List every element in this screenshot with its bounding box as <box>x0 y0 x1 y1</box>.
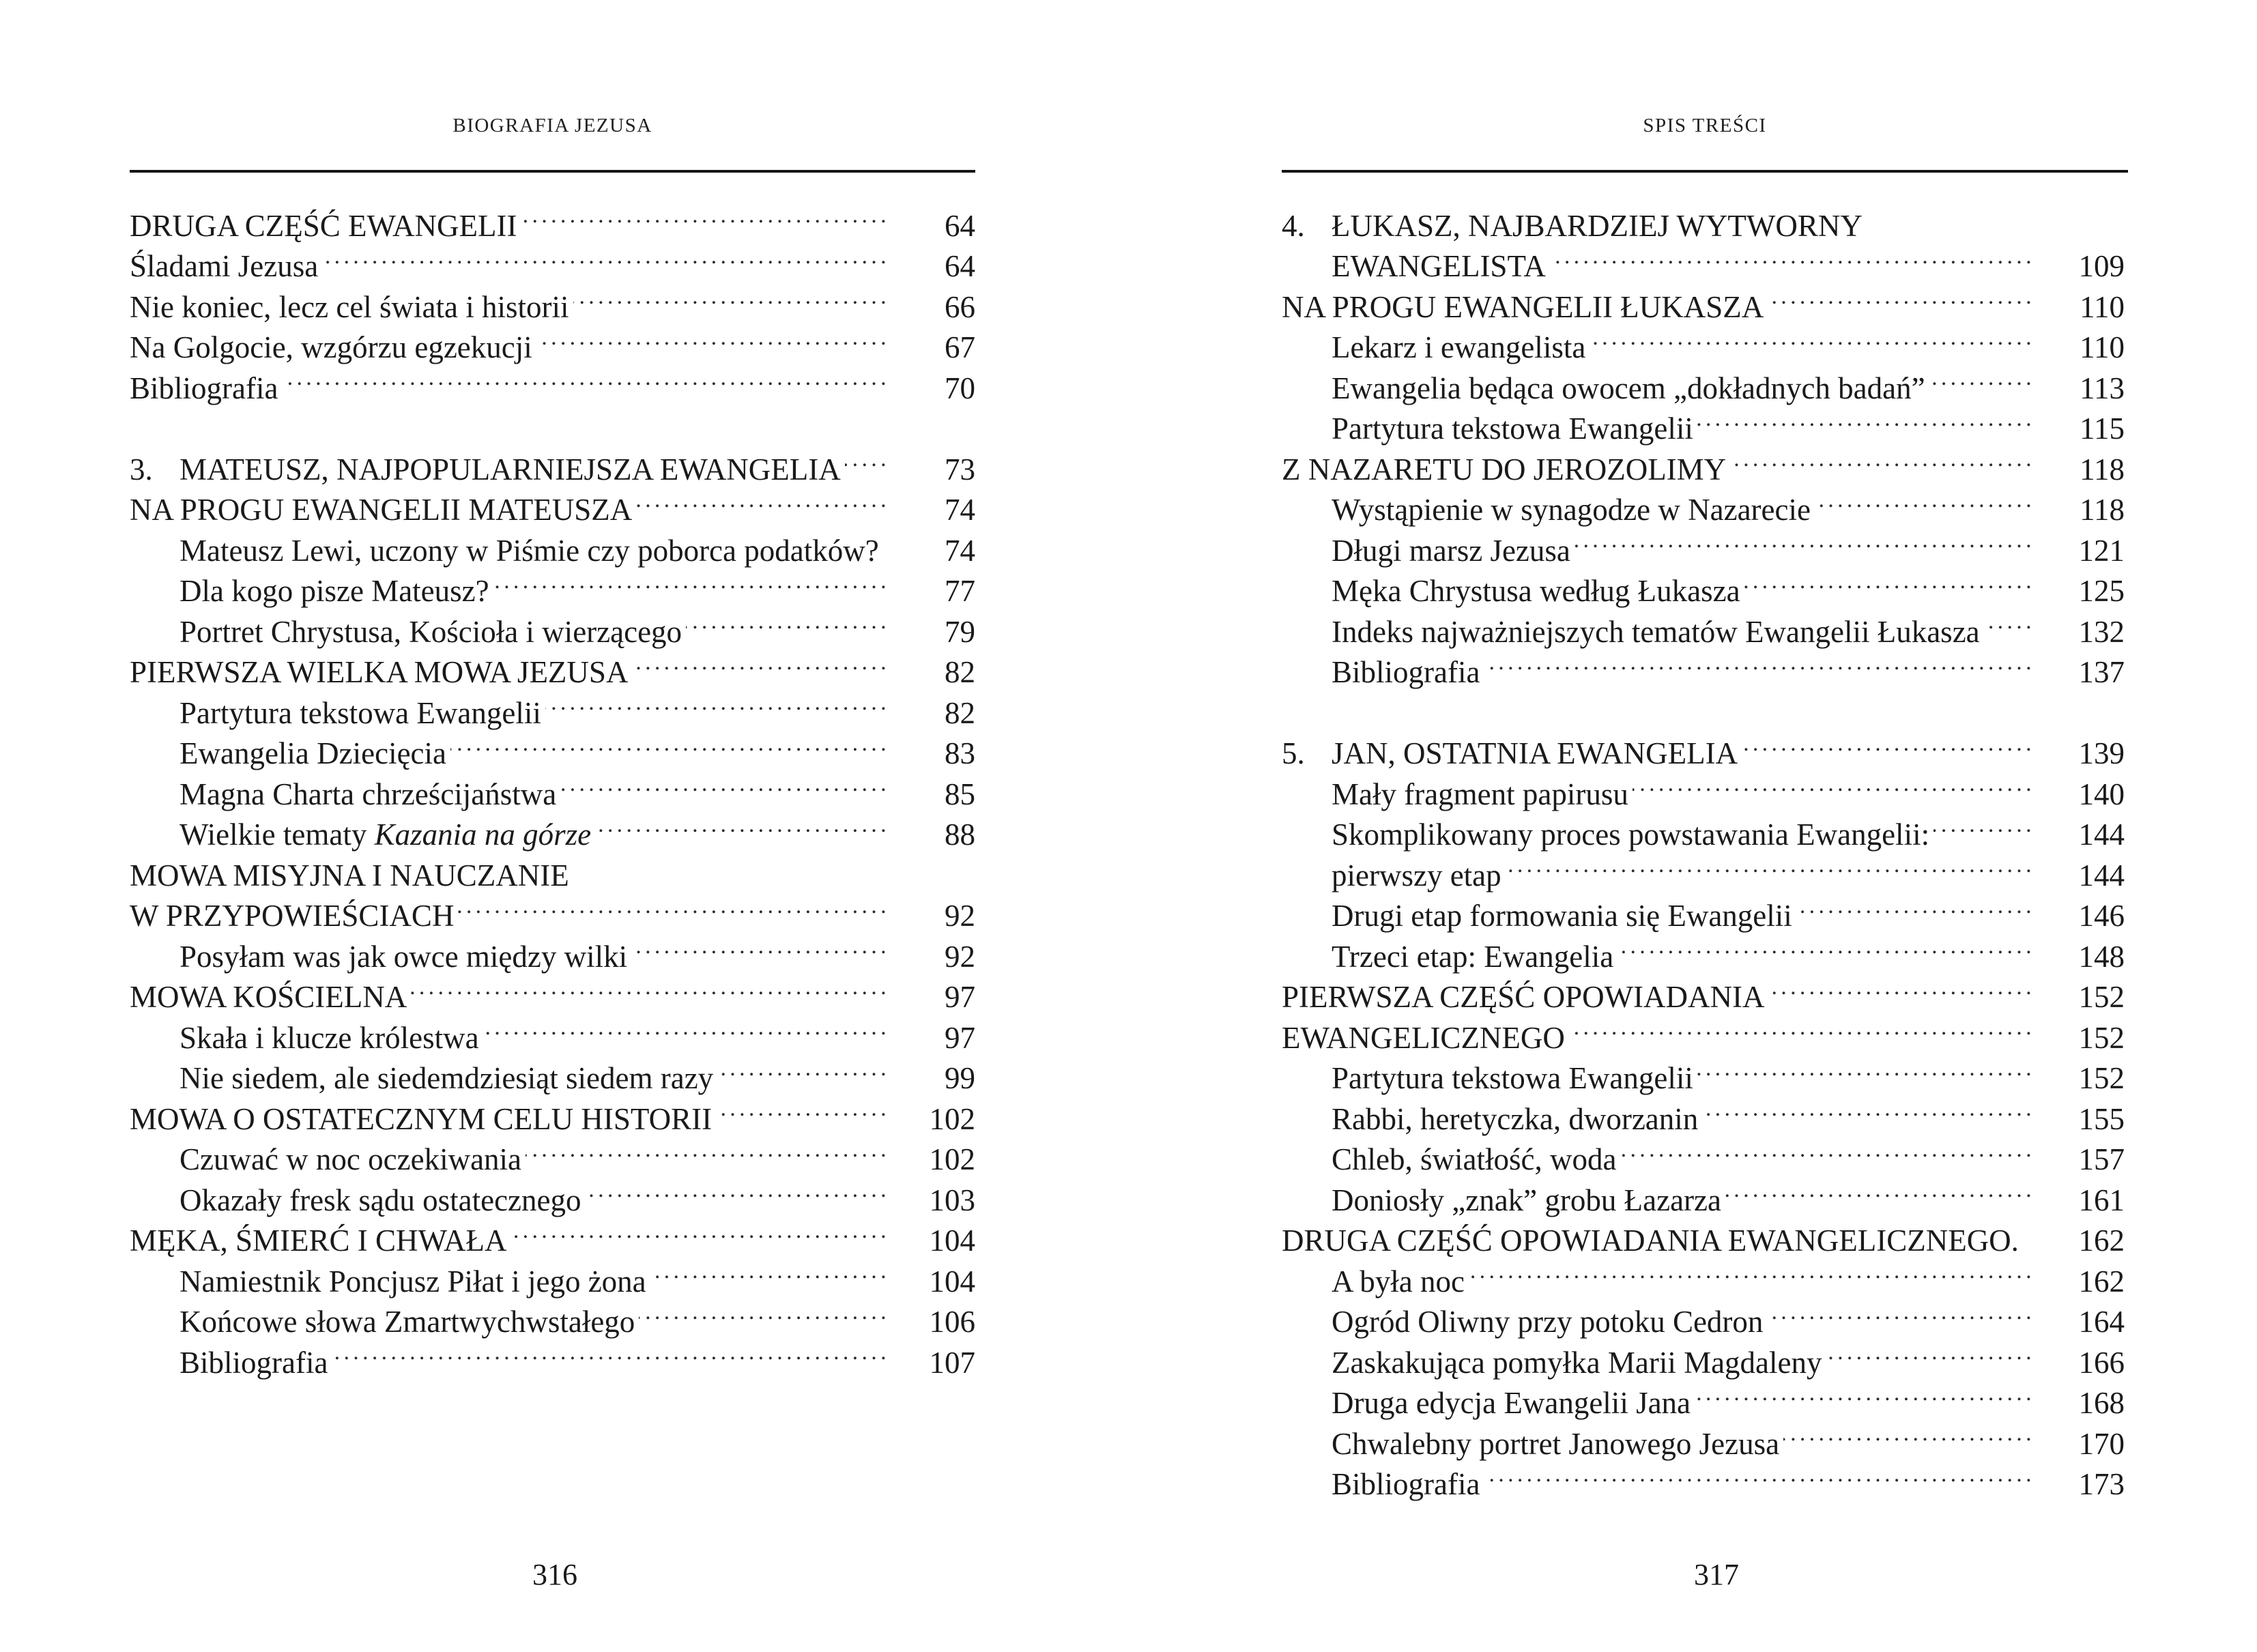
dot-leader <box>573 845 885 886</box>
dot-leader <box>1929 358 2030 398</box>
toc-entry <box>130 1129 975 1176</box>
toc-entry-text: Skała i klucze królestwa <box>179 1020 479 1055</box>
dot-leader <box>1484 642 2030 683</box>
toc-page-number: 132 <box>2078 614 2125 649</box>
toc-page-number: 118 <box>2080 452 2125 487</box>
toc-entry <box>1282 601 2125 649</box>
toc-page-number: 162 <box>2078 1223 2125 1258</box>
toc-entry-text: Chleb, światłość, woda <box>1332 1142 1617 1176</box>
toc-page-number: 148 <box>2078 939 2125 974</box>
chapter-number: 3. <box>130 452 153 487</box>
dot-leader <box>1933 805 2030 845</box>
toc-entry <box>1282 642 2125 689</box>
toc-entry <box>130 317 975 364</box>
dot-leader <box>1697 398 2030 439</box>
toc-entry-text: Lekarz i ewangelista <box>1332 330 1586 364</box>
toc-page-number: 73 <box>945 452 975 487</box>
toc-entry <box>130 805 975 852</box>
toc-entry <box>130 358 975 405</box>
toc-entry <box>1282 1373 2125 1420</box>
toc-page-number: 102 <box>929 1142 975 1176</box>
toc-entry-text: Posyłam was jak owce między wilki <box>179 939 628 974</box>
toc-entry-text: Śladami Jezusa <box>130 249 319 283</box>
toc-entry-text: Długi marsz Jezusa <box>1332 533 1570 568</box>
toc-entry-text: Bibliografia <box>179 1345 328 1380</box>
toc-entry-text: ŁUKASZ, NAJBARDZIEJ WYTWORNY <box>1332 208 1863 243</box>
running-head: SPIS TREŚCI <box>1643 115 1767 136</box>
toc-page-number: 102 <box>929 1101 975 1136</box>
dot-leader <box>1783 1413 2030 1454</box>
toc-entry-text: Końcowe słowa Zmartwychwstałego <box>179 1305 635 1339</box>
toc-page-number: 157 <box>2078 1142 2125 1176</box>
toc-entry <box>1282 317 2125 364</box>
toc-section <box>1282 967 2125 1014</box>
toc-entry-text: MOWA MISYJNA I NAUCZANIE <box>130 858 569 893</box>
toc-entry-text: Skomplikowany proces powstawania Ewangelii: <box>1332 817 1930 852</box>
toc-section <box>130 480 975 527</box>
dot-leader <box>1695 1373 2030 1414</box>
toc-page-number: 152 <box>2078 1061 2125 1095</box>
dot-leader <box>282 358 885 398</box>
dot-leader <box>411 967 885 1008</box>
toc-entry-text: Dla kogo pisze Mateusz? <box>179 574 489 608</box>
toc-section <box>1282 1211 2125 1258</box>
toc-page-number: 77 <box>945 574 975 608</box>
toc-entry-text: Partytura tekstowa Ewangelii <box>179 695 541 730</box>
toc-page-number: 99 <box>945 1061 975 1095</box>
toc-page-number: 97 <box>945 1020 975 1055</box>
toc-entry-text: Na Golgocie, wzgórzu egzekucji <box>130 330 532 364</box>
dot-leader <box>560 764 885 805</box>
dot-leader <box>716 1088 885 1129</box>
toc-entry-text: PIERWSZA WIELKA MOWA JEZUSA <box>130 655 629 689</box>
toc-chapter <box>1282 195 2125 243</box>
toc-entry <box>1282 398 2125 446</box>
toc-entry <box>1282 845 2125 893</box>
toc-page-number: 164 <box>2078 1305 2125 1339</box>
toc-entry-text: Rabbi, heretyczka, dworzanin <box>1332 1101 1699 1136</box>
right-page <box>1282 0 2128 1652</box>
toc-page-number: 115 <box>2080 411 2125 446</box>
dot-leader <box>1767 1292 2030 1333</box>
toc-section <box>130 642 975 689</box>
toc-page-number: 79 <box>945 614 975 649</box>
dot-leader <box>1575 520 2030 561</box>
toc-entry <box>1282 1129 2125 1176</box>
toc-entry-text: PIERWSZA CZĘŚĆ OPOWIADANIA <box>1282 980 1765 1014</box>
toc-entry <box>1282 1413 2125 1461</box>
toc-entry <box>1282 358 2125 405</box>
dot-leader <box>883 520 885 561</box>
toc-page-number: 103 <box>929 1183 975 1217</box>
toc-spacer <box>1282 682 2125 723</box>
toc-entry-text: MOWA O OSTATECZNYM CELU HISTORII <box>130 1101 713 1136</box>
toc-entry <box>1282 1292 2125 1339</box>
dot-leader <box>526 1129 885 1170</box>
toc-entry-italic-text: Kazania na górze <box>374 817 592 852</box>
toc-entry <box>130 1251 975 1299</box>
dot-leader <box>845 439 885 480</box>
toc-page-number: 64 <box>945 249 975 283</box>
toc-page-number: 109 <box>2078 249 2125 283</box>
dot-leader <box>450 723 885 764</box>
dot-leader <box>458 886 885 927</box>
toc-page-number: 74 <box>945 493 975 527</box>
dot-leader <box>1618 926 2030 967</box>
toc-entry-text: DRUGA CZĘŚĆ OPOWIADANIA EWANGELICZNEGO. <box>1282 1223 2019 1258</box>
dot-leader <box>1620 1129 2030 1170</box>
toc-entry <box>130 520 975 568</box>
toc-entry <box>130 723 975 770</box>
toc-entry-text: Partytura tekstowa Ewangelii <box>1332 1061 1693 1095</box>
toc-entry-title <box>1282 1464 1480 1505</box>
toc-entry-text: Mały fragment papirusu <box>1332 777 1628 811</box>
dot-leader <box>632 642 885 683</box>
toc-page-number: 152 <box>2078 1020 2125 1055</box>
toc-page-number: 97 <box>945 980 975 1014</box>
toc-entry-text: Doniosły „znak” grobu Łazarza <box>1332 1183 1721 1217</box>
toc-entry-text: Druga edycja Ewangelii Jana <box>1332 1386 1691 1420</box>
toc-page-number: 155 <box>2078 1101 2125 1136</box>
toc-entry-text: MOWA KOŚCIELNA <box>130 980 407 1014</box>
dot-leader <box>1484 1454 2030 1495</box>
toc-entry <box>1282 1454 2125 1501</box>
toc-page-number: 82 <box>945 655 975 689</box>
toc-entry <box>130 276 975 324</box>
toc-entry-text: Chwalebny portret Janowego Jezusa <box>1332 1426 1780 1461</box>
toc-entry-text: EWANGELISTA <box>1332 249 1546 283</box>
toc-entry-text: MĘKA, ŚMIERĆ I CHWAŁA <box>130 1223 507 1258</box>
dot-leader <box>1984 601 2030 642</box>
toc-page-number: 170 <box>2078 1426 2125 1461</box>
dot-leader <box>1550 236 2030 277</box>
dot-leader <box>511 1211 885 1251</box>
dot-leader <box>586 1170 886 1211</box>
toc-entry-text: Portret Chrystusa, Kościoła i wierzącego <box>179 614 682 649</box>
toc-entry-text: Z NAZARETU DO JEROZOLIMY <box>1282 452 1727 487</box>
toc-entry-title <box>130 1343 328 1384</box>
toc-entry <box>130 1332 975 1380</box>
chapter-number: 4. <box>1282 208 1305 243</box>
toc-section <box>130 1211 975 1258</box>
dot-leader <box>1725 1170 2030 1211</box>
dot-leader <box>631 926 885 967</box>
toc-entry <box>1282 886 2125 933</box>
toc-section <box>130 195 975 243</box>
toc-page-number: 121 <box>2078 533 2125 568</box>
toc-page-number: 166 <box>2078 1345 2125 1380</box>
dot-leader <box>1730 439 2030 480</box>
toc-entry <box>1282 520 2125 568</box>
toc-chapter <box>1282 723 2125 770</box>
toc-page-number: 118 <box>2080 493 2125 527</box>
toc-section <box>1282 276 2125 324</box>
dot-leader <box>1702 1088 2030 1129</box>
toc-page-number: 107 <box>929 1345 975 1380</box>
toc-entry <box>130 236 975 283</box>
toc-page-number: 152 <box>2078 980 2125 1014</box>
toc-entry-text: Wystąpienie w synagodze w Nazarecie <box>1332 493 1811 527</box>
toc-entry-text: A była noc <box>1332 1264 1465 1299</box>
dot-leader <box>493 561 885 602</box>
toc-page-number: 144 <box>2078 817 2125 852</box>
toc-page-number: 144 <box>2078 858 2125 893</box>
toc-entry <box>1282 926 2125 974</box>
toc-page-number: 106 <box>929 1305 975 1339</box>
toc-entry-text: Drugi etap formowania się Ewangelii <box>1332 899 1792 933</box>
table-of-contents <box>130 195 975 1380</box>
toc-entry-text: MATEUSZ, NAJPOPULARNIEJSZA EWANGELIA <box>179 452 841 487</box>
dot-leader <box>1506 845 2030 886</box>
toc-entry-text: Magna Charta chrześcijaństwa <box>179 777 557 811</box>
toc-page-number: 67 <box>945 330 975 364</box>
toc-entry <box>130 1170 975 1217</box>
dot-leader <box>1769 967 2030 1008</box>
toc-entry-text: Ewangelia Dziecięcia <box>179 736 447 770</box>
dot-leader <box>545 682 885 723</box>
dot-leader <box>595 805 885 845</box>
toc-entry-text: Męka Chrystusa według Łukasza <box>1332 574 1740 608</box>
dot-leader <box>1469 1251 2030 1292</box>
toc-section <box>130 967 975 1014</box>
toc-entry-text: Partytura tekstowa Ewangelii <box>1332 411 1693 446</box>
toc-page-number: 146 <box>2078 899 2125 933</box>
toc-page-number: 83 <box>945 736 975 770</box>
page-number-right: 317 <box>1694 1558 1739 1591</box>
toc-page-number: 92 <box>945 939 975 974</box>
toc-entry-text: Bibliografia <box>1332 1467 1480 1501</box>
toc-page-number: 64 <box>945 208 975 243</box>
dot-leader <box>1742 723 2030 764</box>
toc-entry-text: Indeks najważniejszych tematów Ewangelii Łukasza <box>1332 614 1980 649</box>
toc-entry <box>130 561 975 608</box>
toc-entry-text: NA PROGU EWANGELII MATEUSZA <box>130 493 633 527</box>
toc-entry <box>1282 480 2125 527</box>
toc-page-number: 139 <box>2078 736 2125 770</box>
toc-page-number: 82 <box>945 695 975 730</box>
dot-leader <box>1867 195 2030 236</box>
dot-leader <box>639 1292 885 1333</box>
toc-page-number: 162 <box>2078 1264 2125 1299</box>
toc-page-number: 168 <box>2078 1386 2125 1420</box>
toc-entry <box>130 682 975 730</box>
toc-entry <box>1282 1332 2125 1380</box>
dot-leader <box>636 480 885 521</box>
toc-entry-text: Bibliografia <box>1332 655 1480 689</box>
dot-leader <box>1768 276 2030 317</box>
toc-page-number: 88 <box>945 817 975 852</box>
dot-leader <box>650 1251 885 1292</box>
toc-page-number: 137 <box>2078 655 2125 689</box>
running-head: BIOGRAFIA JEZUSA <box>452 115 652 136</box>
page-number-left: 316 <box>532 1558 577 1591</box>
toc-entry-text: pierwszy etap <box>1332 858 1501 893</box>
dot-leader <box>717 1048 885 1089</box>
dot-leader <box>332 1332 885 1373</box>
toc-entry-text: NA PROGU EWANGELII ŁUKASZA <box>1282 289 1764 324</box>
toc-entry <box>130 764 975 811</box>
toc-entry <box>1282 1088 2125 1136</box>
table-of-contents <box>1282 195 2125 1501</box>
toc-entry <box>1282 1048 2125 1095</box>
toc-section <box>1282 1007 2125 1055</box>
left-page <box>130 0 975 1652</box>
toc-page-number: 113 <box>2080 371 2125 405</box>
dot-leader <box>322 236 885 277</box>
toc-entry <box>130 1007 975 1055</box>
toc-page-number: 110 <box>2080 330 2125 364</box>
toc-spacer <box>130 398 975 439</box>
dot-leader <box>1826 1332 2030 1373</box>
dot-leader <box>521 195 885 236</box>
dot-leader <box>536 317 885 358</box>
toc-page-number: 74 <box>945 533 975 568</box>
toc-entry-text: Bibliografia <box>130 371 278 405</box>
toc-page-number: 140 <box>2078 777 2125 811</box>
toc-section <box>130 845 975 893</box>
dot-leader <box>686 601 885 642</box>
toc-entry-text: Zaskakująca pomyłka Marii Magdaleny <box>1332 1345 1822 1380</box>
toc-page-number: 66 <box>945 289 975 324</box>
toc-entry <box>130 601 975 649</box>
chapter-number: 5. <box>1282 736 1305 770</box>
toc-entry <box>1282 764 2125 811</box>
toc-entry <box>1282 236 2125 283</box>
toc-page-number: 125 <box>2078 574 2125 608</box>
toc-page-number: 104 <box>929 1264 975 1299</box>
toc-entry <box>130 1292 975 1339</box>
toc-entry-text: Nie koniec, lecz cel świata i historii <box>130 289 569 324</box>
toc-page-number: 161 <box>2078 1183 2125 1217</box>
toc-entry-text: Nie siedem, ale siedemdziesiąt siedem razy <box>179 1061 714 1095</box>
toc-chapter <box>130 439 975 487</box>
toc-entry <box>130 1048 975 1095</box>
toc-entry <box>1282 1170 2125 1217</box>
toc-entry-text: Czuwać w noc oczekiwania <box>179 1142 522 1176</box>
toc-section <box>130 1088 975 1136</box>
toc-page-number: 92 <box>945 899 975 933</box>
dot-leader <box>1569 1007 2030 1048</box>
toc-entry-text: Namiestnik Poncjusz Piłat i jego żona <box>179 1264 646 1299</box>
toc-page-number: 70 <box>945 371 975 405</box>
toc-section <box>1282 439 2125 487</box>
toc-entry-text: Wielkie tematy <box>179 817 375 852</box>
header-rule <box>130 170 975 173</box>
toc-entry <box>1282 1251 2125 1299</box>
toc-page-number: 110 <box>2080 289 2125 324</box>
header-rule <box>1282 170 2128 173</box>
dot-leader <box>573 276 885 317</box>
toc-page-number: 173 <box>2078 1467 2125 1501</box>
toc-entry-text: Ewangelia będąca owocem „dokładnych badań” <box>1332 371 1925 405</box>
toc-page-number: 104 <box>929 1223 975 1258</box>
toc-entry-text: JAN, OSTATNIA EWANGELIA <box>1332 736 1738 770</box>
toc-entry-text: Trzeci etap: Ewangelia <box>1332 939 1614 974</box>
toc-entry-text: Okazały fresk sądu ostatecznego <box>179 1183 581 1217</box>
toc-entry-text: Mateusz Lewi, uczony w Piśmie czy poborca podatków? <box>179 533 879 568</box>
toc-entry <box>1282 805 2125 852</box>
toc-page-number: 85 <box>945 777 975 811</box>
dot-leader <box>1590 317 2030 358</box>
dot-leader <box>1815 480 2030 521</box>
dot-leader <box>1796 886 2030 927</box>
dot-leader <box>483 1007 885 1048</box>
toc-entry-text: W PRZYPOWIEŚCIACH <box>130 899 455 933</box>
dot-leader <box>1633 764 2030 805</box>
dot-leader <box>1697 1048 2030 1089</box>
toc-entry-text: DRUGA CZĘŚĆ EWANGELII <box>130 208 517 243</box>
toc-entry <box>1282 561 2125 608</box>
dot-leader <box>2023 1211 2030 1251</box>
toc-entry-text: EWANGELICZNEGO <box>1282 1020 1565 1055</box>
dot-leader <box>1744 561 2030 602</box>
toc-entry-text: Ogród Oliwny przy potoku Cedron <box>1332 1305 1764 1339</box>
toc-section <box>130 886 975 933</box>
toc-entry <box>130 926 975 974</box>
